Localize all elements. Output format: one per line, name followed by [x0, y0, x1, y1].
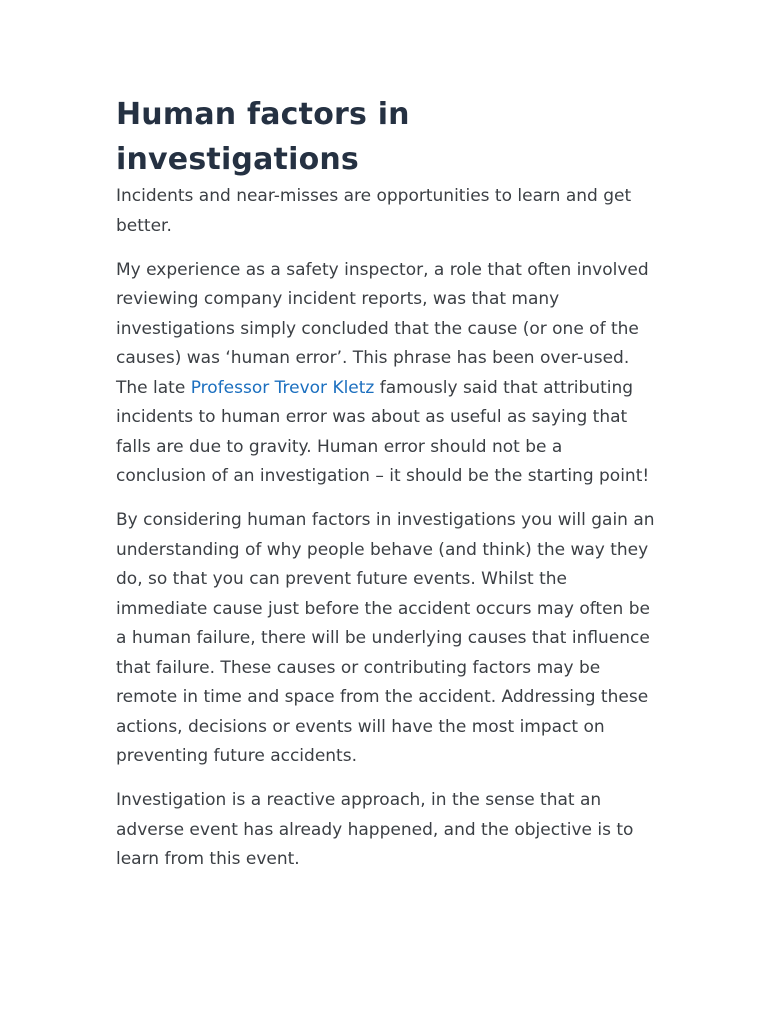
trevor-kletz-link[interactable]: Professor Trevor Kletz [190, 377, 375, 398]
experience-text-start: My experience as a safety inspector, a role that often involved reviewing company incident reports, was that many investigations simply concluded that the cause (or one of the causes) was ‘human error’. This phrase has been over-used. The late [116, 259, 649, 398]
human-factors-paragraph: By considering human factors in investigations you will gain an understanding of why people behave (and think) the way they do, so that you can prevent future events. Whilst the immediate cause just before the accident occurs may often be a human failure, there will be underlying causes that influence that failure. These causes or contributing factors may be remote in time and space from the accident. Addressing these actions, decisions or events will have the most impact on preventing future accidents. [116, 510, 655, 766]
investigation-paragraph: Investigation is a reactive approach, in the sense that an adverse event has already happened, and the objective is to learn from this event. [116, 790, 634, 869]
experience-text-end: famously said that attributing incidents to human error was about as useful as saying that falls are due to gravity. Human error should not be a conclusion of an investigation – it should be the starting point! [116, 377, 650, 486]
experience-paragraph [116, 256, 656, 492]
article [116, 92, 656, 889]
page-title: Human factors in investigations [116, 97, 410, 177]
intro-paragraph: Incidents and near-misses are opportunities to learn and get better. [116, 186, 632, 236]
